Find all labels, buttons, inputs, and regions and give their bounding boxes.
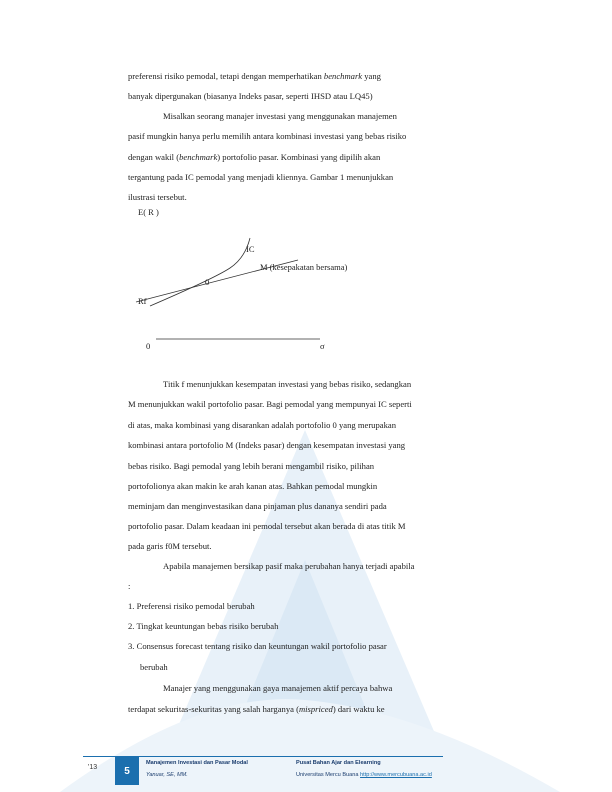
text-line: pasif mungkin hanya perlu memilih antara kombinasi investasi yang bebas risiko [128, 131, 407, 141]
text-line: Apabila manajemen bersikap pasif maka perubahan hanya terjadi apabila [163, 561, 415, 571]
text-line: Manajer yang menggunakan gaya manajemen aktif percaya bahwa [163, 683, 393, 693]
figure-1 [120, 200, 480, 360]
text-line: Titik f menunjukkan kesempatan investasi yang bebas risiko, sedangkan [163, 379, 412, 389]
text-line: dengan wakil (benchmark) portofolio pasar. Kombinasi yang dipilih akan [128, 152, 381, 162]
y-axis-label: E( R ) [138, 207, 159, 217]
footer-page-ref: '13 [88, 764, 98, 771]
origin-label: 0 [146, 341, 151, 351]
text-line: preferensi risiko pemodal, tetapi dengan memperhatikan benchmark yang [128, 71, 381, 81]
text-line: terdapat sekuritas-sekuritas yang salah harganya (mispriced) dari waktu ke [128, 704, 385, 714]
indifference-curve [150, 238, 250, 306]
text-line: ilustrasi tersebut. [128, 192, 187, 202]
ic-label: IC [246, 244, 255, 254]
list-item: 2. Tingkat keuntungan bebas risiko berubah [128, 621, 279, 631]
page-number: 5 [124, 765, 130, 777]
list-item: 1. Preferensi risiko pemodal berubah [128, 601, 255, 611]
university-line: Universitas Mercu Buana http://www.mercubuana.ac.id [296, 772, 432, 778]
text-line: portofolio pasar. Dalam keadaan ini pemodal tersebut akan berada di atas titik M [128, 521, 406, 531]
text-line: portofolionya akan makin ke arah kanan atas. Bahkan pemodal mungkin [128, 481, 378, 491]
text-line: : [128, 581, 131, 591]
text-line: di atas, maka kombinasi yang disarankan adalah portofolio 0 yang merupakan [128, 420, 396, 430]
author: Yanuar, SE, MM. [146, 772, 188, 778]
text-line: meminjam dan menginvestasikan dana pinjaman plus dananya sendiri pada [128, 501, 387, 511]
m-label: M (kesepakatan bersama) [260, 262, 348, 272]
text-line: Misalkan seorang manajer investasi yang menggunakan manajemen [163, 111, 397, 121]
text-line: kombinasi antara portofolio M (Indeks pasar) dengan kesempatan investasi yang [128, 440, 406, 450]
text-line: pada garis f0M tersebut. [128, 541, 212, 551]
university-url-link[interactable]: http://www.mercubuana.ac.id [360, 772, 432, 778]
point-zero-label: 0 [205, 277, 210, 287]
x-axis-label: σ [320, 341, 325, 351]
list-item-continuation: berubah [140, 662, 168, 672]
text-line: tergantung pada IC pemodal yang menjadi kliennya. Gambar 1 menunjukkan [128, 172, 394, 182]
list-item: 3. Consensus forecast tentang risiko dan keuntungan wakil portofolio pasar [128, 641, 387, 651]
figure-lines [120, 200, 480, 360]
text-line: bebas risiko. Bagi pemodal yang lebih berani mengambil risiko, pilihan [128, 461, 375, 471]
course-title: Manajemen Investasi dan Pasar Modal [146, 760, 248, 766]
text-line: banyak dipergunakan (biasanya Indeks pasar, seperti IHSD atau LQ45) [128, 91, 373, 101]
text-line: M menunjukkan wakil portofolio pasar. Bagi pemodal yang mempunyai IC seperti [128, 399, 412, 409]
page-number-badge [115, 757, 139, 785]
rf-label: Rf [138, 296, 147, 306]
center-title: Pusat Bahan Ajar dan Elearning [296, 760, 381, 766]
